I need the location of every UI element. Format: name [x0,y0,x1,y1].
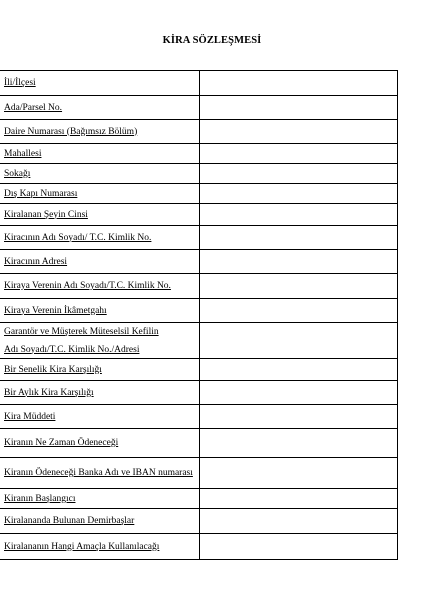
row-value-landlord-name[interactable] [199,274,397,299]
row-value-street[interactable] [199,164,397,184]
row-label-guarantor-line1: Garantör ve Müşterek Müteselsil Kefilin [4,326,159,337]
row-value-province[interactable] [199,71,397,96]
form-row-start-date [0,489,397,509]
row-value-monthly-rent[interactable] [199,381,397,405]
form-row-street [0,164,397,184]
row-value-annual-rent[interactable] [199,359,397,381]
row-label-province: İli/İlçesi [0,71,199,96]
row-label-door-number: Dış Kapı Numarası [0,184,199,204]
form-row-property-type [0,204,397,226]
form-row-neighborhood [0,144,397,164]
row-label-bank-iban [0,458,199,489]
row-value-usage-purpose[interactable] [199,534,397,560]
row-value-fixtures[interactable] [199,509,397,534]
row-label-usage-purpose: Kiralananın Hangi Amaçla Kullanılacağı [0,534,199,560]
row-value-start-date[interactable] [199,489,397,509]
row-value-bank-iban[interactable] [199,458,397,489]
row-label-guarantor-line2: Adı Soyadı/T.C. Kimlik No./Adresi [4,344,140,355]
form-row-apartment [0,120,397,144]
row-value-door-number[interactable] [199,184,397,204]
row-label-landlord-name: Kiraya Verenin Adı Soyadı/T.C. Kimlik No. [0,274,199,299]
form-row-tenant-name [0,226,397,250]
row-label-tenant-name: Kiracının Adı Soyadı/ T.C. Kimlik No. [0,226,199,250]
row-label-payment-time: Kiranın Ne Zaman Ödeneceği [0,429,199,458]
row-label-fixtures: Kiralananda Bulunan Demirbaşlar [0,509,199,534]
row-value-tenant-name[interactable] [199,226,397,250]
row-label-tenant-address: Kiracının Adresi [0,250,199,274]
row-value-parcel[interactable] [199,96,397,120]
lease-form-table [0,70,398,560]
row-label-neighborhood: Mahallesi [0,144,199,164]
row-label-bank-iban-text: Kiranın Ödeneceği Banka Adı ve IBAN numarası [4,468,193,478]
form-row-monthly-rent [0,381,397,405]
form-row-landlord-residence [0,299,397,323]
row-value-guarantor[interactable] [199,323,397,359]
form-row-door-number [0,184,397,204]
form-row-lease-term [0,405,397,429]
form-row-annual-rent [0,359,397,381]
row-label-apartment: Daire Numarası (Bağımsız Bölüm) [0,120,199,144]
row-value-landlord-residence[interactable] [199,299,397,323]
row-label-landlord-residence: Kiraya Verenin İkâmetgahı [0,299,199,323]
row-label-parcel: Ada/Parsel No. [0,96,199,120]
row-value-lease-term[interactable] [199,405,397,429]
row-label-monthly-rent: Bir Aylık Kira Karşılığı [0,381,199,405]
row-label-start-date: Kiranın Başlangıcı [0,489,199,509]
row-value-property-type[interactable] [199,204,397,226]
form-row-parcel [0,96,397,120]
form-row-tenant-address [0,250,397,274]
form-row-guarantor [0,323,397,359]
form-row-bank-iban [0,458,397,489]
row-value-payment-time[interactable] [199,429,397,458]
row-value-tenant-address[interactable] [199,250,397,274]
row-label-lease-term: Kira Müddeti [0,405,199,429]
form-row-usage-purpose [0,534,397,560]
page-title: KİRA SÖZLEŞMESİ [162,35,262,46]
row-label-property-type: Kiralanan Şeyin Cinsi [0,204,199,226]
form-row-landlord-name [0,274,397,299]
row-value-apartment[interactable] [199,120,397,144]
form-row-payment-time [0,429,397,458]
row-label-guarantor [0,323,199,359]
row-value-neighborhood[interactable] [199,144,397,164]
form-row-fixtures [0,509,397,534]
row-label-annual-rent: Bir Senelik Kira Karşılığı [0,359,199,381]
form-row-province [0,71,397,96]
row-label-street: Sokağı [0,164,199,184]
